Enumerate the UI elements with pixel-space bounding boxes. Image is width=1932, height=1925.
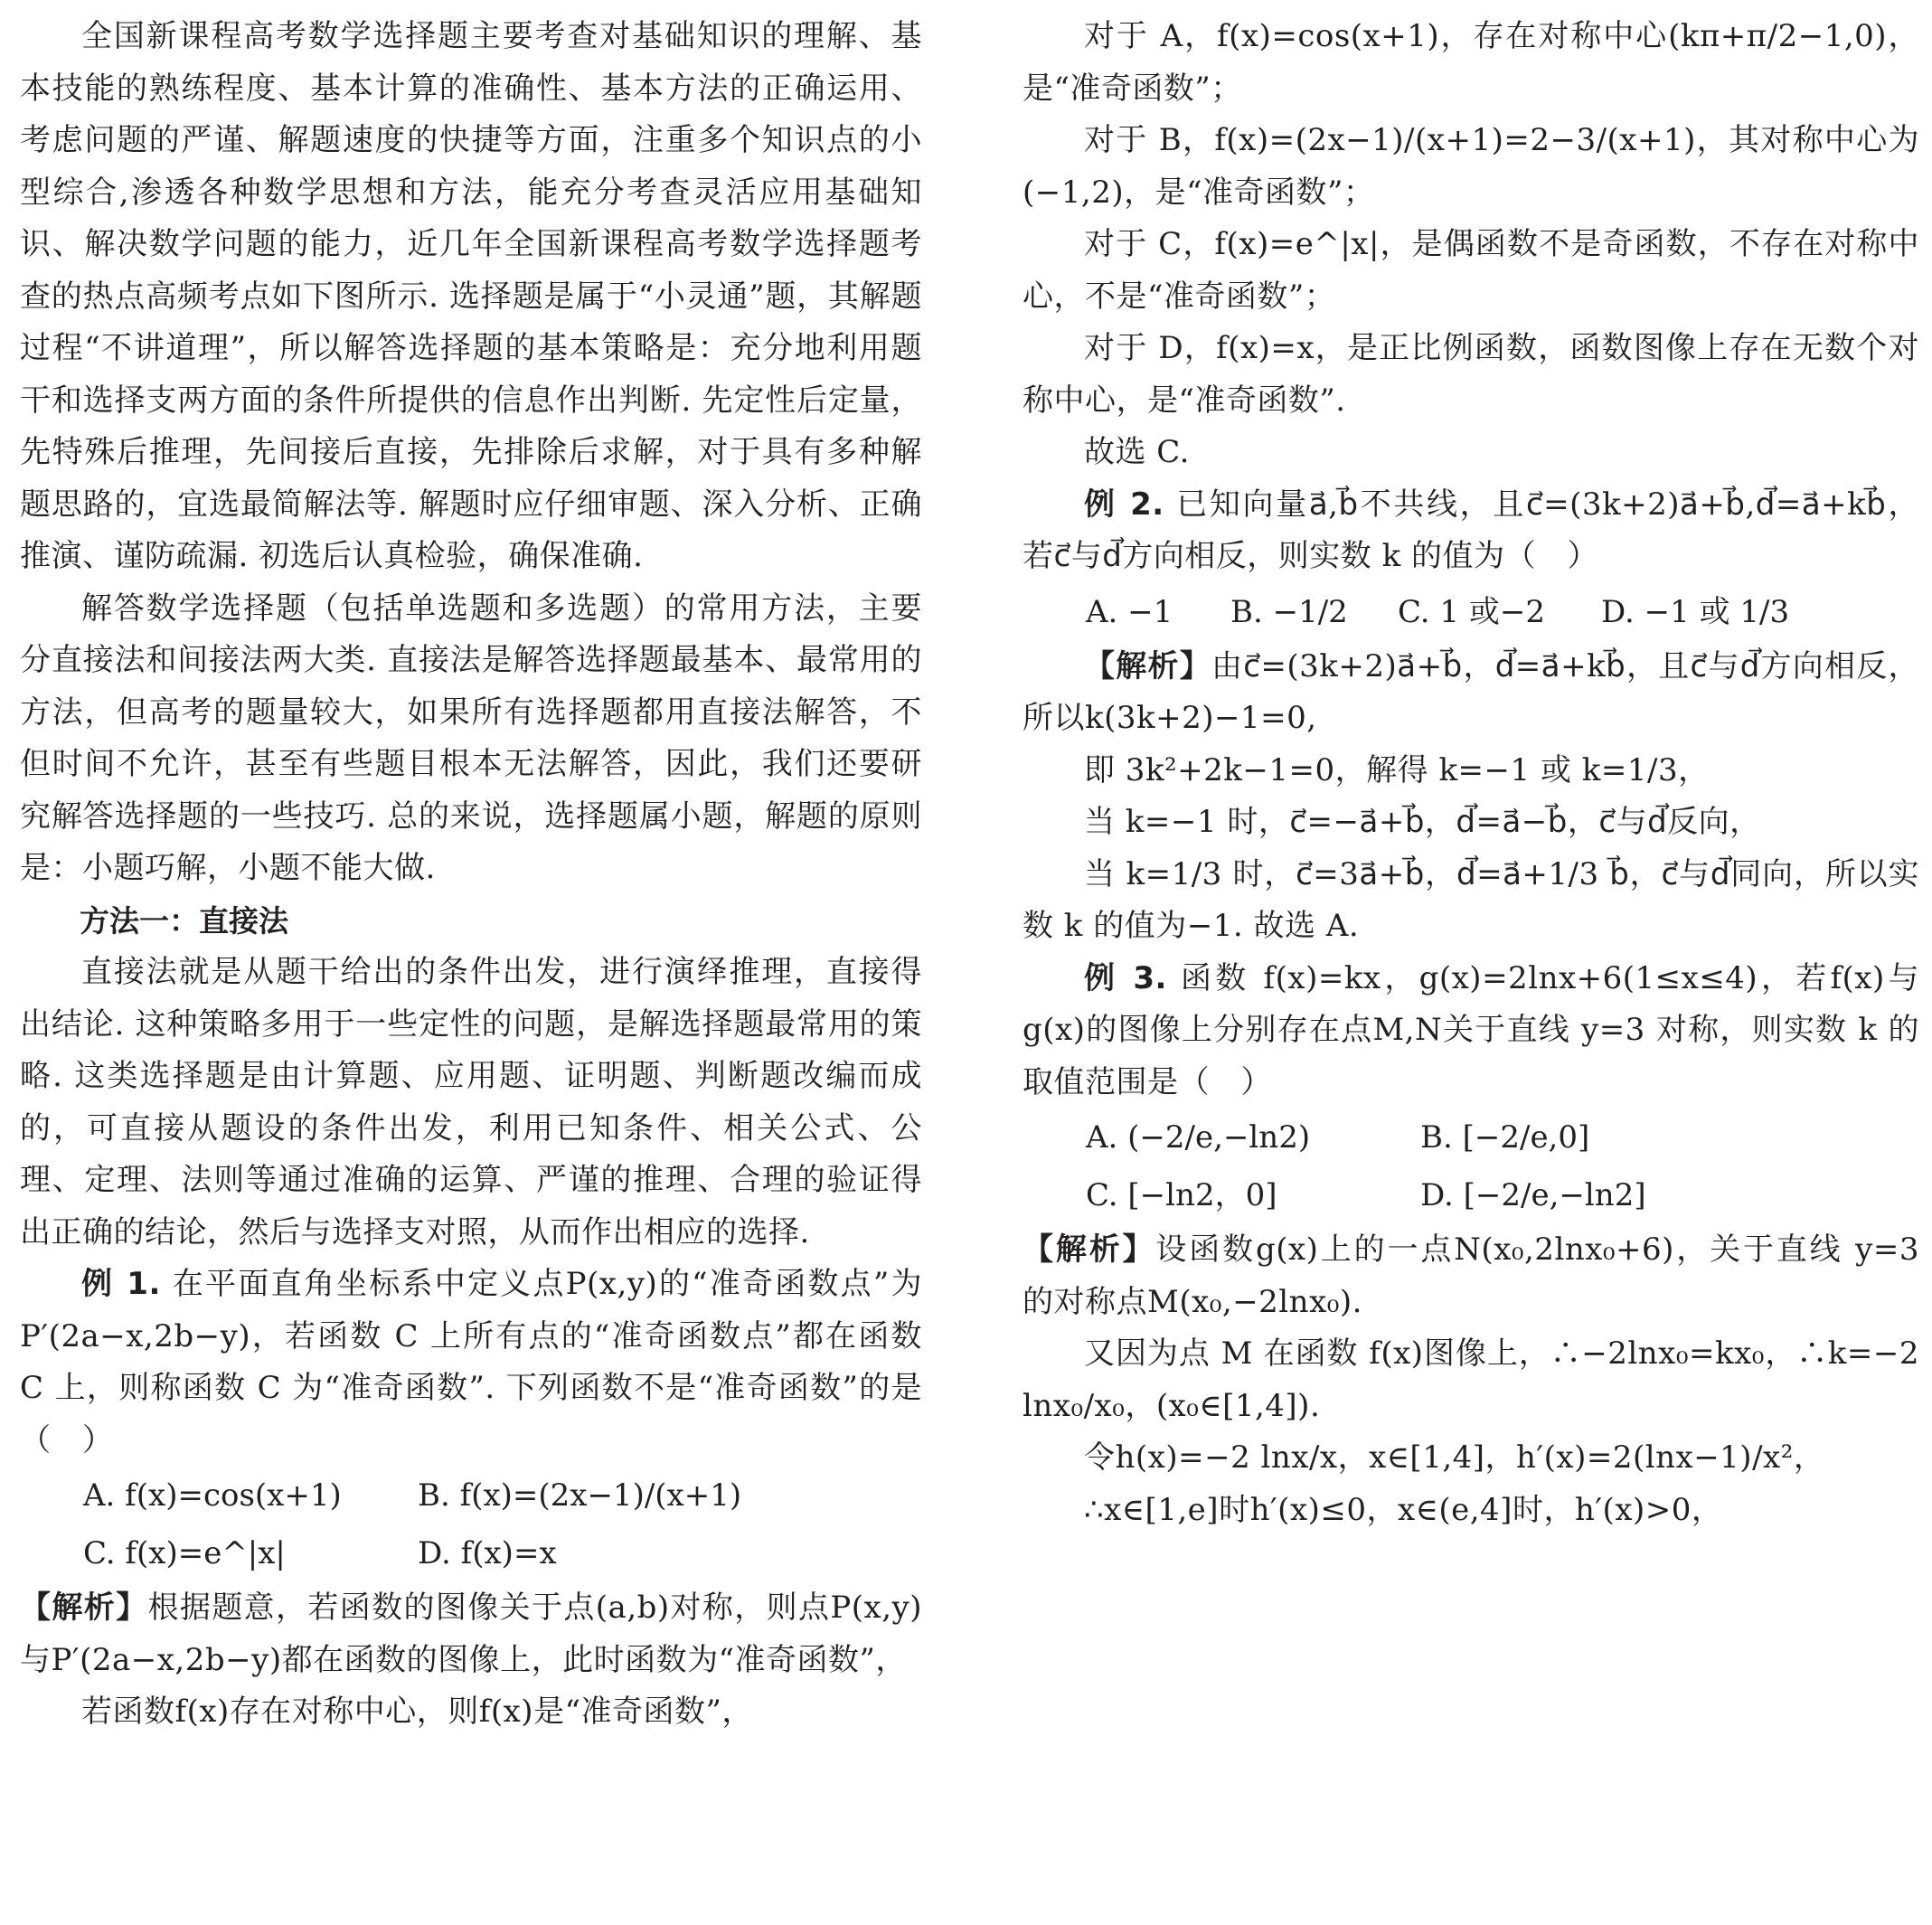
solution-2-text: 由c⃗=(3k+2)a⃗+b⃗，d⃗=a⃗+kb⃗，且c⃗与d⃗方向相反，所以k(3k+2)−1=0, <box>1023 647 1919 736</box>
case-d: 对于 D，f(x)=x，是正比例函数，函数图像上存在无数个对称中心，是“准奇函数”. <box>1023 330 1919 419</box>
solution-1-continued: 若函数f(x)存在对称中心，则f(x)是“准奇函数”， <box>81 1694 753 1730</box>
solution-2-line-4: 当 k=1/3 时，c⃗=3a⃗+b⃗，d⃗=a⃗+1/3 b⃗，c⃗与d⃗同向，所以实数 k 的值为−1. 故选 A. <box>1023 855 1919 944</box>
example-3-text: 函数 f(x)=kx，g(x)=2lnx+6(1≤x≤4)，若f(x)与g(x)的图像上分别存在点M,N关于直线 y=3 对称，则实数 k 的取值范围是（ ） <box>1023 959 1919 1100</box>
example-2-option-d: D. −1 或 1/3 <box>1601 593 1790 630</box>
solution-1-label: 【解析】 <box>20 1590 148 1626</box>
example-3-label: 例 3. <box>1084 959 1167 996</box>
solution-3-text: 设函数g(x)上的一点N(x₀,2lnx₀+6)，关于直线 y=3 的对称点M(x₀,−2lnx₀). <box>1023 1231 1919 1320</box>
example-3-option-c: C. [−ln2，0] <box>1086 1177 1277 1213</box>
case-b: 对于 B，f(x)=(2x−1)/(x+1)=2−3/(x+1)，其对称中心为(−1,2)，是“准奇函数”； <box>1023 122 1919 211</box>
example-1-option-a: A. f(x)=cos(x+1) <box>83 1477 342 1514</box>
example-2-option-b: B. −1/2 <box>1230 593 1348 630</box>
example-2 <box>1023 479 1919 583</box>
methods-paragraph: 解答数学选择题（包括单选题和多选题）的常用方法，主要分直接法和间接法两大类. 直接法是解答选择题最基本、最常用的方法，但高考的题量较大，如果所有选择题都用直接法解答，不但时间不允许，甚至有些题目根本无法解答，因此，我们还要研究解答选择题的一些技巧. 总的来说，选择题属小题，解题的原则是：小题巧解，小题不能大做. <box>20 590 922 886</box>
example-1-option-d: D. f(x)=x <box>418 1535 557 1571</box>
left-column <box>20 11 922 1739</box>
example-3-option-a: A. (−2/e,−ln2) <box>1086 1119 1311 1156</box>
solution-1 <box>20 1582 922 1686</box>
solution-3 <box>1023 1224 1919 1328</box>
example-1-options-row1 <box>20 1467 922 1524</box>
case-c: 对于 C，f(x)=e^|x|，是偶函数不是奇函数，不存在对称中心，不是“准奇函数”； <box>1023 226 1919 315</box>
example-1 <box>20 1259 922 1467</box>
example-1-label: 例 1. <box>81 1266 161 1302</box>
example-3-option-b: B. [−2/e,0] <box>1420 1119 1590 1156</box>
solution-1-text: 根据题意，若函数的图像关于点(a,b)对称，则点P(x,y)与P′(2a−x,2b−y)都在函数的图像上，此时函数为“准奇函数”， <box>20 1590 923 1678</box>
solution-3-label: 【解析】 <box>1023 1231 1156 1268</box>
example-2-option-a: A. −1 <box>1086 593 1173 630</box>
case-a: 对于 A，f(x)=cos(x+1)，存在对称中心(kπ+π/2−1,0)，是“准奇函数”； <box>1023 18 1919 107</box>
example-2-options <box>1023 583 1919 641</box>
example-3-options-row1 <box>1023 1109 1919 1166</box>
example-1-options-row2 <box>20 1524 922 1582</box>
solution-3-line-4: ∴x∈[1,e]时h′(x)≤0，x∈(e,4]时，h′(x)>0， <box>1084 1491 1723 1528</box>
example-3 <box>1023 953 1919 1109</box>
example-2-label: 例 2. <box>1084 486 1164 523</box>
solution-2-label: 【解析】 <box>1084 647 1211 684</box>
solution-2 <box>1023 641 1919 745</box>
right-column <box>1023 11 1919 1536</box>
example-1-option-b: B. f(x)=(2x−1)/(x+1) <box>418 1477 742 1514</box>
section-heading: 方法一：直接法 <box>80 902 288 939</box>
solution-3-line-3: 令h(x)=−2 lnx/x，x∈[1,4]，h′(x)=2(lnx−1)/x²， <box>1084 1439 1825 1476</box>
direct-method-paragraph: 直接法就是从题干给出的条件出发，进行演绎推理，直接得出结论. 这种策略多用于一些定性的问题，是解选择题最常用的策略. 这类选择题是由计算题、应用题、证明题、判断题改编而成的，可直接从题设的条件出发，利用已知条件、相关公式、公理、定理、法则等通过准确的运算、严谨的推理、合理的验证得出正确的结论，然后与选择支对照，从而作出相应的选择. <box>20 954 922 1250</box>
example-1-option-c: C. f(x)=e^|x| <box>83 1535 286 1571</box>
example-3-options-row2 <box>1023 1166 1919 1224</box>
example-2-option-c: C. 1 或−2 <box>1398 593 1545 630</box>
intro-paragraph: 全国新课程高考数学选择题主要考查对基础知识的理解、基本技能的熟练程度、基本计算的准确性、基本方法的正确运用、考虑问题的严谨、解题速度的快捷等方面，注重多个知识点的小型综合,渗透各种数学思想和方法，能充分考查灵活应用基础知识、解决数学问题的能力，近几年全国新课程高考数学选择题考查的热点高频考点如下图所示. 选择题是属于“小灵通”题，其解题过程“不讲道理”，所以解答选择题的基本策略是：充分地利用题干和选择支两方面的条件所提供的信息作出判断. 先定性后定量，先特殊后推理，先间接后直接，先排除后求解，对于具有多种解题思路的，宜选最简解法等. 解题时应仔细审题、深入分析、正确推演、谨防疏漏. 初选后认真检验，确保准确. <box>20 18 922 574</box>
example-1-text: 在平面直角坐标系中定义点P(x,y)的“准奇函数点”为P′(2a−x,2b−y)，若函数 C 上所有点的“准奇函数点”都在函数 C 上，则称函数 C 为“准奇函数”. 下列函数不是“准奇函数”的是（ ） <box>20 1266 923 1458</box>
answer-1: 故选 C. <box>1084 434 1190 470</box>
example-2-text: 已知向量a⃗,b⃗不共线，且c⃗=(3k+2)a⃗+b⃗,d⃗=a⃗+kb⃗，若c⃗与d⃗方向相反，则实数 k 的值为（ ） <box>1023 486 1919 574</box>
solution-3-line-2: 又因为点 M 在函数 f(x)图像上，∴−2lnx₀=kx₀，∴k=−2 lnx₀/x₀，(x₀∈[1,4]). <box>1023 1335 1919 1424</box>
solution-2-line-2: 即 3k²+2k−1=0，解得 k=−1 或 k=1/3， <box>1084 751 1710 788</box>
example-3-option-d: D. [−2/e,−ln2] <box>1420 1177 1646 1213</box>
solution-2-line-3: 当 k=−1 时，c⃗=−a⃗+b⃗，d⃗=a⃗−b⃗，c⃗与d⃗反向， <box>1084 804 1761 840</box>
